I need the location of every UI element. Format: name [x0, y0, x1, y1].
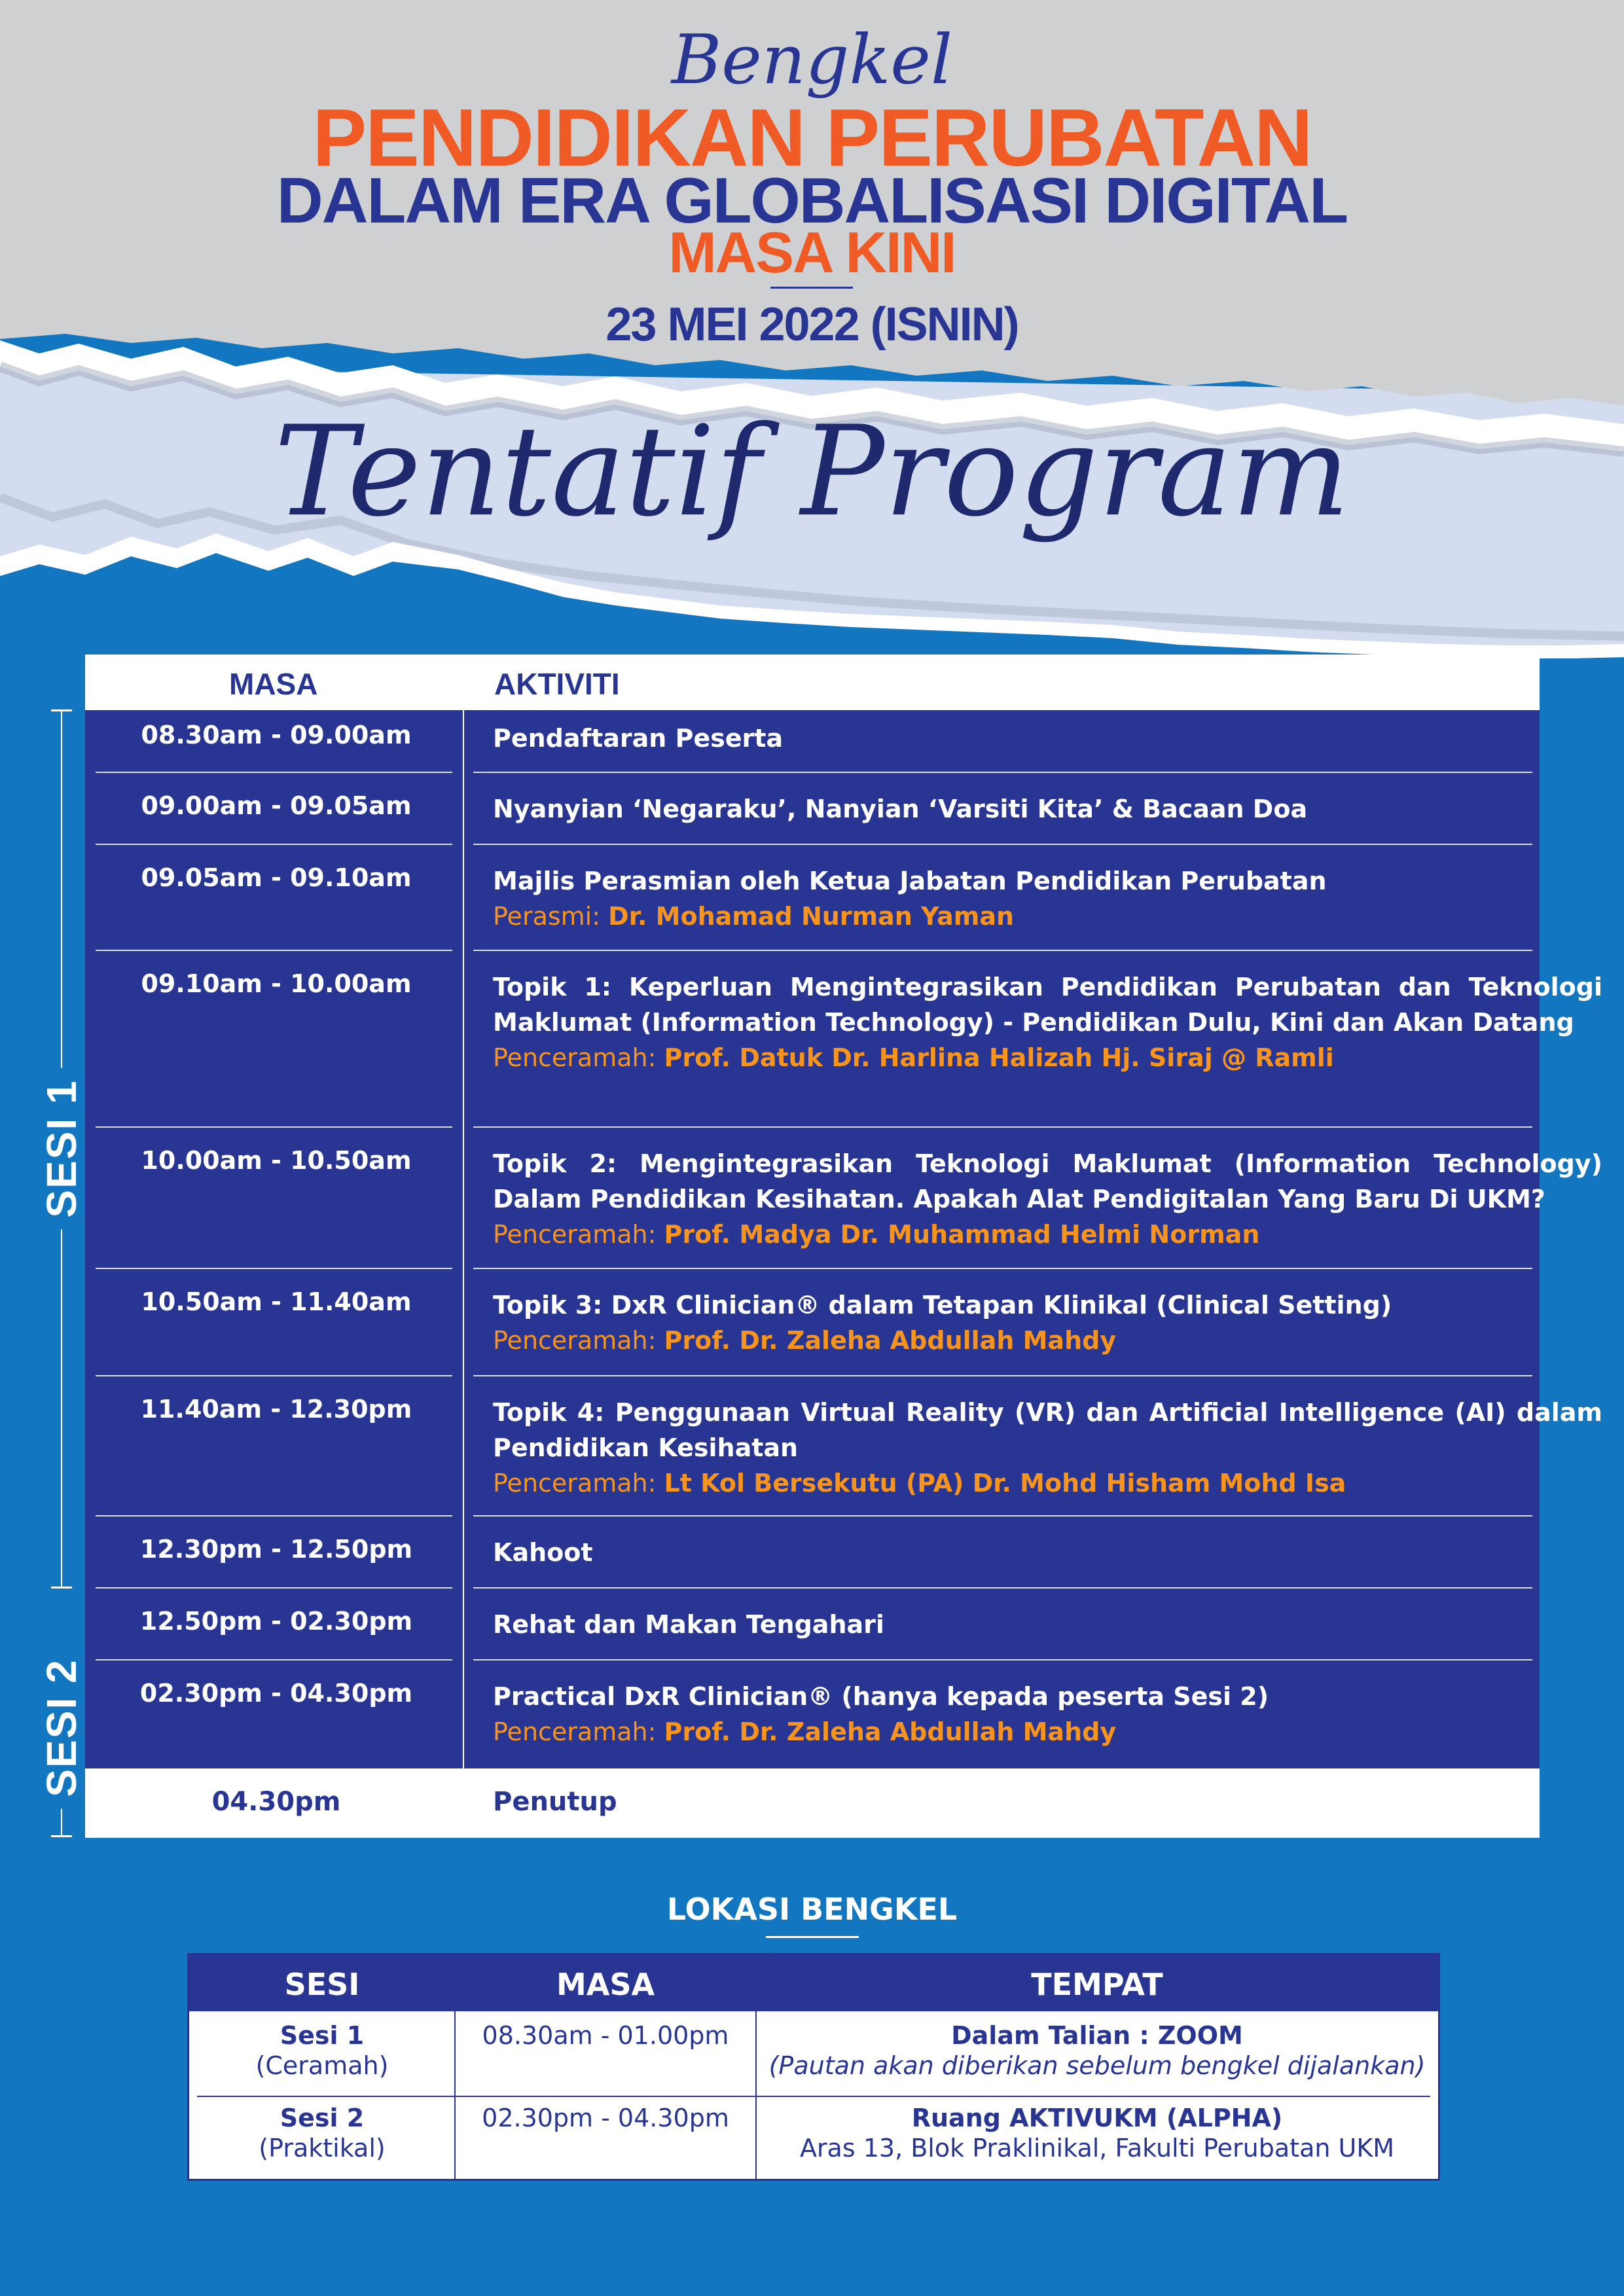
row-activity-block: [493, 1287, 1602, 1358]
row-separator: [96, 1375, 452, 1376]
row-separator: [96, 1659, 452, 1660]
row-activity: Topik 2: Mengintegrasikan Teknologi Maklumat (Information Technology) Dalam Pendidikan Kesihatan. Apakah Alat Pendigitalan Yang Baru Di UKM?: [493, 1149, 1602, 1213]
row-activity: Topik 1: Keperluan Mengintegrasikan Pendidikan Perubatan dan Teknologi Maklumat (Information Technology) - Pendidikan Dulu, Kini dan Akan Datang: [493, 973, 1602, 1037]
speaker-label: Penceramah:: [493, 1043, 657, 1072]
location-title: LOKASI BENGKEL: [666, 1892, 958, 1927]
row-time: 10.50am - 11.40am: [141, 1287, 412, 1316]
row-time: 09.00am - 09.05am: [141, 791, 412, 820]
row-activity-block: [493, 969, 1602, 1075]
location-venue-cell: [756, 2020, 1438, 2081]
schedule-body: [85, 710, 1602, 1768]
speaker-label: Penceramah:: [493, 1326, 657, 1355]
schedule-header: [85, 655, 1540, 710]
sesi1-rail-cap-bottom: [51, 1587, 72, 1588]
location-header: [189, 1955, 1438, 2011]
session-note: (Ceramah): [255, 2051, 389, 2080]
session-name: Sesi 2: [280, 2104, 365, 2132]
row-speaker: [493, 1323, 1602, 1358]
location-time-cell: 02.30pm - 04.30pm: [482, 2104, 729, 2132]
row-time: 08.30am - 09.00am: [141, 721, 412, 749]
row-separator: [473, 844, 1532, 845]
header-masa: MASA: [229, 667, 318, 701]
row-activity: Nyanyian ‘Negaraku’, Nanyian ‘Varsiti Kita’ & Bacaan Doa: [493, 795, 1308, 823]
speaker-label: Penceramah:: [493, 1220, 657, 1249]
header-aktiviti: AKTIVITI: [494, 667, 620, 701]
row-speaker: [493, 1714, 1602, 1749]
row-separator: [96, 950, 452, 951]
location-title-underline: [766, 1936, 859, 1938]
speaker-label: Penceramah:: [493, 1717, 657, 1746]
speaker-name: Dr. Mohamad Nurman Yaman: [608, 902, 1015, 931]
title-line-2: DALAM ERA GLOBALISASI DIGITAL: [276, 164, 1348, 236]
sesi2-label: SESI 2: [37, 1647, 86, 1808]
row-time: 09.10am - 10.00am: [141, 969, 412, 998]
header-tempat: TEMPAT: [1031, 1967, 1163, 2002]
venue-name: Ruang AKTIVUKM (ALPHA): [911, 2104, 1283, 2132]
row-separator: [96, 1587, 452, 1588]
row-separator: [473, 1515, 1532, 1516]
row-separator: [96, 772, 452, 773]
row-separator: [473, 772, 1532, 773]
row-activity: Kahoot: [493, 1538, 593, 1567]
venue-note: Aras 13, Blok Praklinikal, Fakulti Perubatan UKM: [799, 2134, 1395, 2162]
header-masa: MASA: [556, 1967, 655, 2002]
row-separator: [473, 1126, 1532, 1128]
row-separator: [96, 844, 452, 845]
row-time: 12.50pm - 02.30pm: [139, 1607, 413, 1636]
speaker-name: Prof. Dr. Zaleha Abdullah Mahdy: [664, 1326, 1117, 1355]
title-line-1: PENDIDIKAN PERUBATAN: [312, 93, 1312, 183]
row-time: 10.00am - 10.50am: [141, 1146, 412, 1175]
row-time: 02.30pm - 04.30pm: [139, 1679, 413, 1708]
event-date: 23 MEI 2022 (ISNIN): [605, 298, 1019, 351]
row-activity-block: [493, 863, 1602, 934]
venue-note: (Pautan akan diberikan sebelum bengkel dijalankan): [768, 2051, 1426, 2080]
row-activity-block: [493, 1679, 1602, 1749]
sesi1-label: SESI 1: [37, 1067, 86, 1229]
row-speaker: [493, 1465, 1602, 1501]
location-session-cell: [189, 2020, 455, 2081]
speaker-name: Prof. Datuk Dr. Harlina Halizah Hj. Siraj @ Ramli: [664, 1043, 1334, 1072]
row-separator: [473, 1268, 1532, 1269]
speaker-name: Prof. Dr. Zaleha Abdullah Mahdy: [664, 1717, 1117, 1746]
schedule-table: [85, 655, 1602, 1838]
row-separator: [473, 1587, 1532, 1588]
row-separator: [96, 1268, 452, 1269]
speaker-name: Prof. Madya Dr. Muhammad Helmi Norman: [664, 1220, 1260, 1249]
session-name: Sesi 1: [280, 2021, 365, 2050]
closing-row: [85, 1768, 1540, 1838]
row-activity: Pendaftaran Peserta: [493, 724, 784, 753]
closing-time: 04.30pm: [211, 1787, 341, 1817]
row-separator: [96, 1126, 452, 1128]
row-time: 11.40am - 12.30pm: [140, 1395, 412, 1424]
speaker-label: Perasmi:: [493, 902, 601, 931]
location-table: [187, 1953, 1440, 2181]
speaker-name: Lt Kol Bersekutu (PA) Dr. Mohd Hisham Mohd Isa: [664, 1469, 1346, 1498]
bengkel-script-title: Bengkel: [671, 20, 953, 99]
location-session-cell: [189, 2103, 455, 2163]
row-speaker: [493, 1040, 1602, 1075]
program-subtitle: Tentatif Program: [274, 399, 1350, 544]
row-activity: Rehat dan Makan Tengahari: [493, 1610, 884, 1639]
row-activity: Practical DxR Clinician® (hanya kepada peserta Sesi 2): [493, 1682, 1269, 1711]
header-sesi: SESI: [284, 1967, 360, 2002]
venue-name: Dalam Talian : ZOOM: [951, 2021, 1243, 2050]
location-time-cell: 08.30am - 01.00pm: [482, 2021, 729, 2050]
row-separator: [473, 950, 1532, 951]
sesi2-rail-cap-bottom: [51, 1835, 72, 1837]
title-line-3: MASA KINI: [668, 220, 956, 285]
row-speaker: [493, 1217, 1602, 1252]
row-activity-block: [493, 1146, 1602, 1252]
row-activity-block: [493, 1395, 1602, 1501]
row-activity: Topik 4: Penggunaan Virtual Reality (VR) dan Artificial Intelligence (AI) dalam Pendidikan Kesihatan: [493, 1398, 1602, 1462]
row-activity: Majlis Perasmian oleh Ketua Jabatan Pendidikan Perubatan: [493, 867, 1327, 895]
location-row-separator: [197, 2096, 1430, 2097]
title-divider: [770, 287, 853, 289]
row-activity: Topik 3: DxR Clinician® dalam Tetapan Klinikal (Clinical Setting): [493, 1291, 1392, 1319]
closing-activity: Penutup: [493, 1787, 617, 1817]
row-separator: [473, 1659, 1532, 1660]
row-separator: [96, 1515, 452, 1516]
row-time: 09.05am - 09.10am: [141, 863, 412, 892]
location-venue-cell: [756, 2103, 1438, 2163]
row-speaker: [493, 899, 1602, 934]
speaker-label: Penceramah:: [493, 1469, 657, 1498]
row-time: 12.30pm - 12.50pm: [139, 1535, 413, 1564]
row-separator: [473, 1375, 1532, 1376]
session-note: (Praktikal): [259, 2134, 386, 2162]
